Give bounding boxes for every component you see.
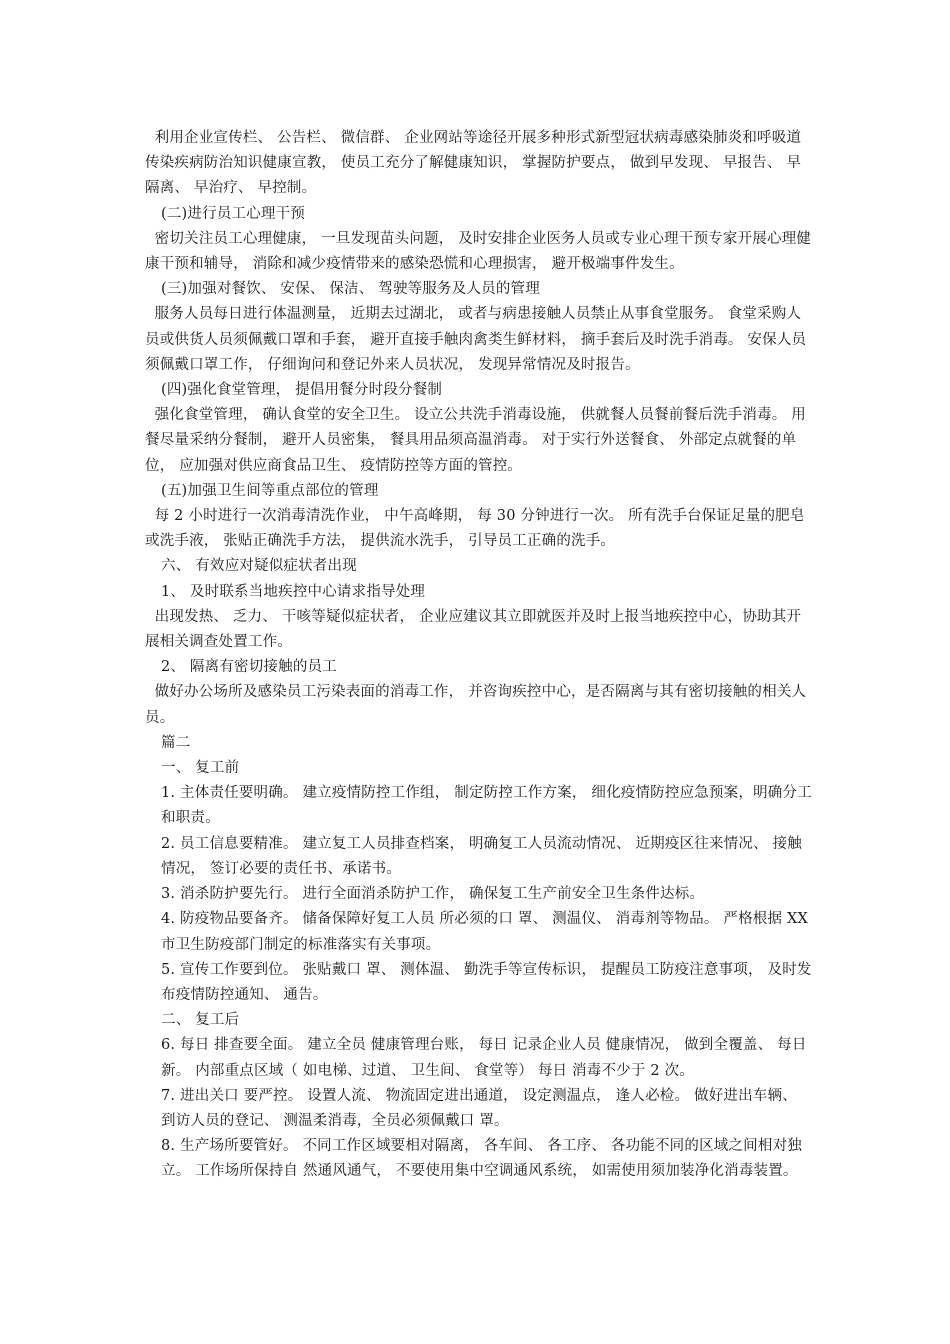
list-item: 5. 宣传工作要到位。 张贴戴口 罩、 测体温、 勤洗手等宣传标识， 提醒员工防疫注意事项， 及时发布疫情防控通知、 通告。 bbox=[161, 961, 812, 1003]
section-heading: (二)进行员工心理干预 bbox=[161, 205, 306, 222]
section-heading: (四)强化食堂管理， 提倡用餐分时段分餐制 bbox=[161, 382, 443, 399]
list-item: 6. 每日 排查要全面。 建立全员 健康管理台账， 每日 记录企业人员 健康情况， 做到全覆盖、 每日 新。 内部重点区域（ 如电梯、过道、 卫生间、 食堂等） 每日 消毒不少于 2 次。 bbox=[161, 1037, 812, 1079]
list-item: 7. 进出关口 要严控。 设置人流、 物流固定进出通道， 设定测温点， 逢人必检。 做好进出车辆、 到访人员的登记、 测温柔消毒，全员必须佩戴口 罩。 bbox=[161, 1087, 802, 1129]
paragraph: 每 2 小时进行一次消毒清洗作业， 中午高峰期， 每 30 分钟进行一次。 所有洗手台保证足量的肥皂或洗手液， 张贴正确洗手方法， 提供流水洗手， 引导员工正确的洗手。 bbox=[145, 508, 805, 550]
section-heading: 二、 复工后 bbox=[161, 1012, 240, 1029]
list-item: 1. 主体责任要明确。 建立疫情防控工作组， 制定防控工作方案， 细化疫情防控应急预案，明确分工和职责。 bbox=[161, 785, 812, 827]
subsection-heading: 1、 及时联系当地疾控中心请求指导处理 bbox=[161, 583, 426, 600]
paragraph: 做好办公场所及感染员工污染表面的消毒工作， 并咨询疾控中心，是否隔离与其有密切接触的相关人员。 bbox=[145, 684, 807, 726]
paragraph: 服务人员每日进行体温测量， 近期去过湖北， 或者与病患接触人员禁止从事食堂服务。 食堂采购人员或供货人员须佩戴口罩和手套， 避开直接手触肉禽类生鲜材料， 摘手套后及时洗手消毒。 安保人员须佩戴口罩工作， 仔细询问和登记外来人员状况， 发现异常情况及时报告。 bbox=[145, 306, 807, 373]
section-heading: (三)加强对餐饮、 安保、 保洁、 驾驶等服务及人员的管理 bbox=[161, 281, 540, 298]
section-heading: 六、 有效应对疑似症状者出现 bbox=[161, 558, 357, 575]
list-item: 2. 员工信息要精准。 建立复工人员排查档案， 明确复工人员流动情况、 近期疫区往来情况、 接触情况， 签订必要的责任书、承诺书。 bbox=[161, 835, 802, 877]
list-item: 3. 消杀防护要先行。 进行全面消杀防护工作， 确保复工生产前安全卫生条件达标。 bbox=[161, 886, 705, 903]
section-heading: 一、 复工前 bbox=[161, 760, 240, 777]
document-body bbox=[145, 126, 815, 1185]
part-heading: 篇二 bbox=[161, 734, 191, 751]
list-item: 8. 生产场所要管好。 不同工作区域要相对隔离， 各车间、 各工序、 各功能不同的区域之间相对独立。 工作场所保持自 然通风通气， 不要使用集中空调通风系统， 如需使用须加装净化消毒装置。 bbox=[161, 1138, 802, 1180]
paragraph: 出现发热、 乏力、 干咳等疑似症状者， 企业应建议其立即就医并及时上报当地疾控中心，协助其开展相关调查处置工作。 bbox=[145, 608, 802, 651]
list-item: 4. 防疫物品要备齐。 储备保障好复工人员 所必须的口 罩、 测温仪、 消毒剂等物品。 严格根据 XX 市卫生防疫部门制定的标准落实有关事项。 bbox=[161, 911, 813, 953]
paragraph: 利用企业宣传栏、 公告栏、 微信群、 企业网站等途径开展多种形式新型冠状病毒感染肺炎和呼吸道传染疾病防治知识健康宣教， 使员工充分了解健康知识， 掌握防护要点， 做到早发现、 早报告、 早隔离、 早治疗、 早控制。 bbox=[145, 130, 802, 197]
paragraph: 密切关注员工心理健康， 一旦发现苗头问题， 及时安排企业医务人员或专业心理干预专家开展心理健康干预和辅导， 消除和减少疫情带来的感染恐慌和心理损害， 避开极端事件发生。 bbox=[145, 230, 812, 273]
paragraph: 强化食堂管理， 确认食堂的安全卫生。 设立公共洗手消毒设施， 供就餐人员餐前餐后洗手消毒。 用餐尽量采纳分餐制， 避开人员密集， 餐具用品须高温消毒。 对于实行外送餐食、 外部定点就餐的单位， 应加强对供应商食品卫生、 疫情防控等方面的管控。 bbox=[145, 407, 806, 474]
section-heading: (五)加强卫生间等重点部位的管理 bbox=[161, 482, 379, 499]
subsection-heading: 2、 隔离有密切接触的员工 bbox=[161, 659, 337, 676]
